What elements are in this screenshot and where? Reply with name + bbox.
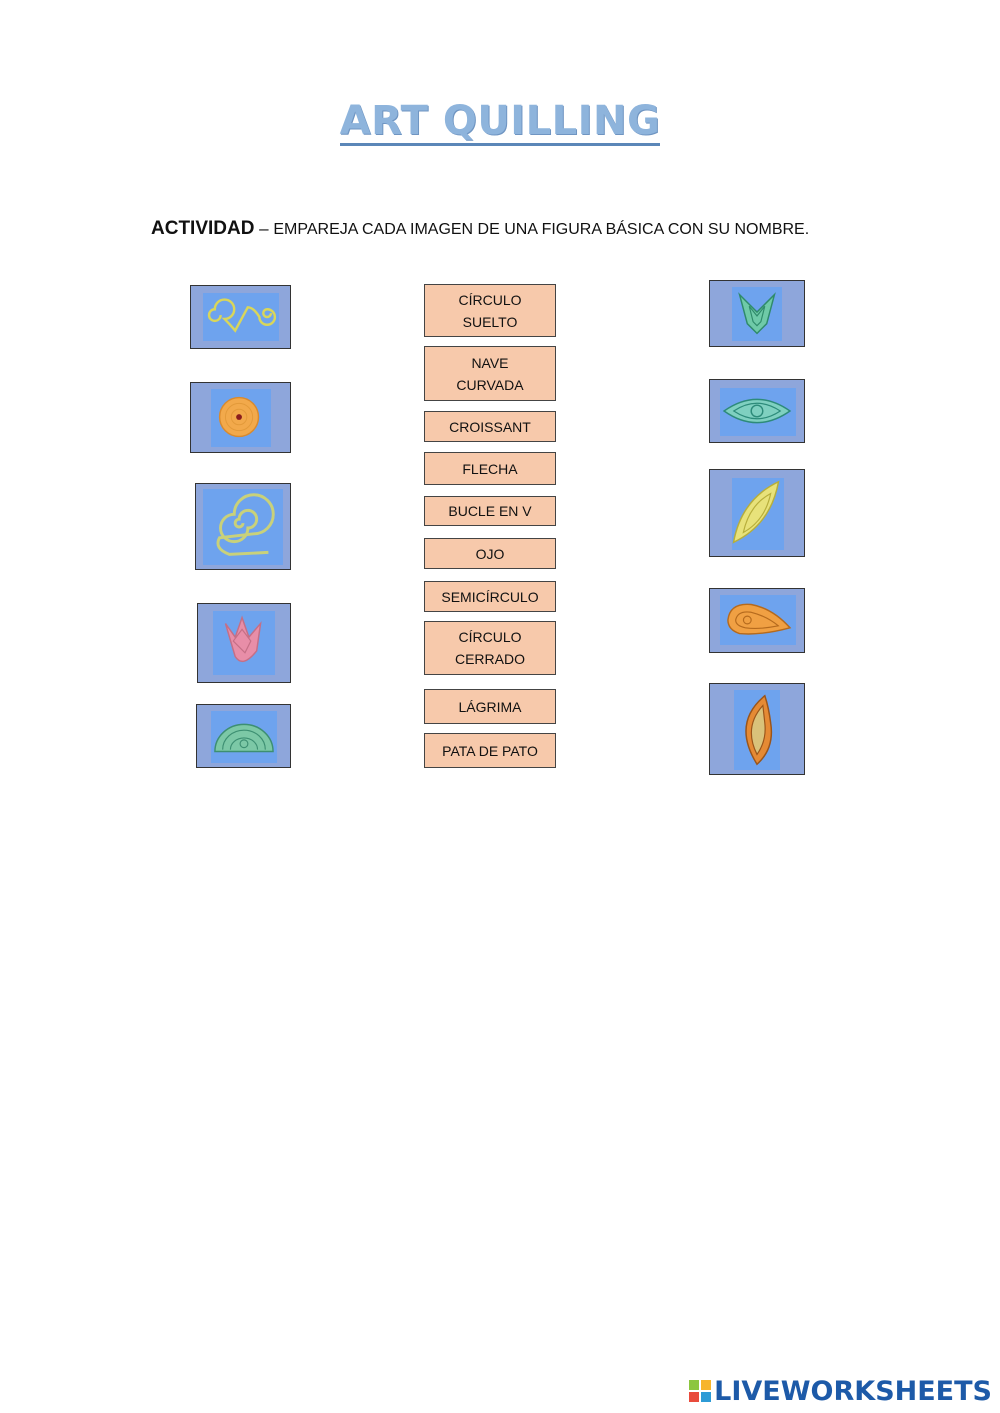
croissant-shape-icon [710, 684, 804, 774]
instruction [151, 218, 809, 240]
eye-shape-image[interactable] [709, 379, 805, 443]
page-title-text: ART QUILLING [339, 98, 661, 144]
label-circulo-cerrado[interactable]: CÍRCULO CERRADO [424, 621, 556, 675]
tight-circle-shape-image[interactable] [190, 382, 291, 453]
label-ojo[interactable]: OJO [424, 538, 556, 569]
eye-shape-icon [710, 380, 804, 442]
semicircle-shape-icon [197, 705, 290, 767]
tight-circle-shape-icon [191, 383, 290, 452]
label-nave-curvada[interactable]: NAVE CURVADA [424, 346, 556, 401]
croissant-shape-image[interactable] [709, 683, 805, 775]
liveworksheets-logo-icon [688, 1379, 712, 1403]
instruction-text: EMPAREJA CADA IMAGEN DE UNA FIGURA BÁSICA CON SU NOMBRE. [273, 221, 810, 238]
instruction-dash: – [254, 219, 274, 238]
loose-circle-shape-image[interactable] [195, 483, 291, 570]
liveworksheets-footer [688, 1374, 992, 1408]
label-croissant[interactable]: CROISSANT [424, 411, 556, 442]
label-semicirculo[interactable]: SEMICÍRCULO [424, 581, 556, 612]
label-circulo-suelto[interactable]: CÍRCULO SUELTO [424, 284, 556, 337]
label-lagrima[interactable]: LÁGRIMA [424, 689, 556, 724]
label-bucle-en-v[interactable]: BUCLE EN V [424, 496, 556, 526]
v-scroll-shape-image[interactable] [190, 285, 291, 349]
arrow-shape-image[interactable] [709, 280, 805, 347]
arrow-shape-icon [710, 281, 804, 346]
teardrop-shape-image[interactable] [709, 588, 805, 653]
label-pata-de-pato[interactable]: PATA DE PATO [424, 733, 556, 768]
page-title [0, 98, 1000, 146]
v-scroll-shape-icon [191, 286, 290, 348]
duck-foot-shape-image[interactable] [197, 603, 291, 683]
semicircle-shape-image[interactable] [196, 704, 291, 768]
liveworksheets-brand: LIVEWORKSHEETS [714, 1375, 992, 1407]
curved-boat-shape-icon [710, 470, 804, 556]
label-flecha[interactable]: FLECHA [424, 452, 556, 485]
duck-foot-shape-icon [198, 604, 290, 682]
loose-circle-shape-icon [196, 484, 290, 569]
teardrop-shape-icon [710, 589, 804, 652]
instruction-label: ACTIVIDAD [151, 218, 255, 239]
curved-boat-shape-image[interactable] [709, 469, 805, 557]
